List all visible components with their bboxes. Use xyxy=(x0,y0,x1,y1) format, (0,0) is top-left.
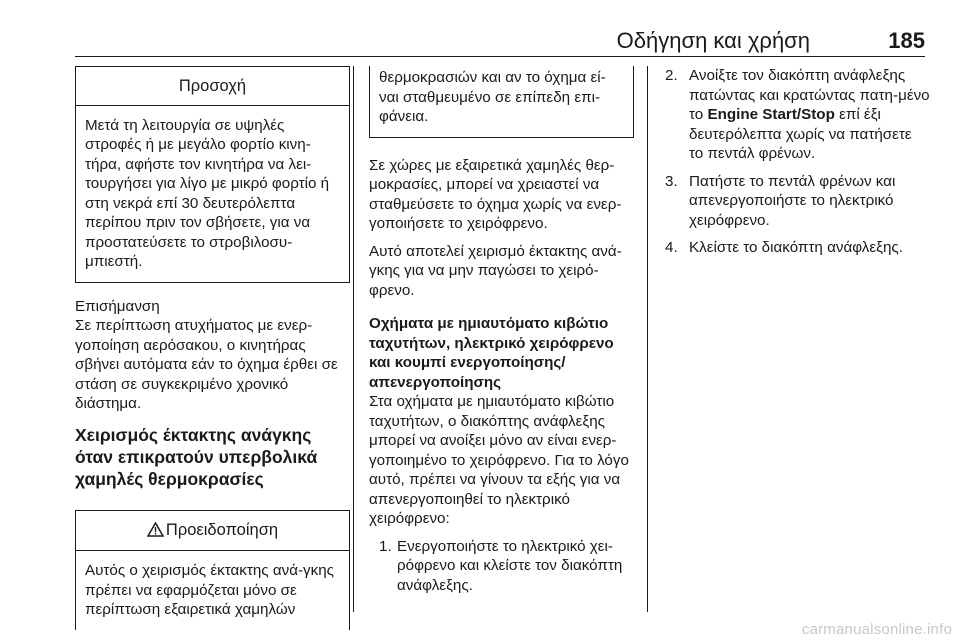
column-left xyxy=(75,66,350,630)
step-text: Κλείστε το διακόπτη ανάφλεξης. xyxy=(689,239,903,256)
column-middle xyxy=(369,66,634,595)
list-item-step-1 xyxy=(369,537,634,596)
warning-triangle-icon xyxy=(147,522,164,543)
step-number: 1. xyxy=(379,537,392,555)
column-divider-right xyxy=(647,66,648,612)
note-text: Σε περίπτωση ατυχήματος με ενερ-γοποίηση αερόσακου, ο κινητήρας σβήνει αυτόματα εάν το όχημα έρθει σε στάση σε συγκεκριμένο χρονικό διάστημα. xyxy=(75,317,338,412)
caution-text: Μετά τη λειτουργία σε υψηλές στροφές ή με μεγάλο φορτίο κινη-τήρα, αφήστε τον κινητήρα να λει-τουργήσει για λίγο με μικρό φορτίο ή στη νεκρά επί 30 δευτερόλεπτα περίπου πριν τον σβήσετε, για να προστατεύσετε το στροβιλοσυ-μπιεστή. xyxy=(85,116,330,270)
step-number: 2. xyxy=(665,67,678,84)
column-right xyxy=(665,66,930,258)
steps-list-continued xyxy=(665,66,930,258)
list-item-step-3 xyxy=(665,172,930,231)
subheading-semi-automatic: Οχήματα με ημιαυτόματο κιβώτιο ταχυτήτων, ηλεκτρικό χειρόφρενο και κουμπί ενεργοποίησης/ απενεργοποίησης xyxy=(369,315,614,391)
warning-text: Αυτός ο χειρισμός έκτακτης ανά-γκης πρέπει να εφαρμόζεται μόνο σε περίπτωση εξαιρετικά χαμηλών xyxy=(85,562,334,618)
paragraph-cold-countries: Σε χώρες με εξαιρετικά χαμηλές θερ-μοκρασίες, μπορεί να χρειαστεί να σταθμεύσετε το όχημα χωρίς να ενερ-γοποιήσετε το χειρόφρενο. xyxy=(369,156,622,232)
page-title: Οδήγηση και χρήση xyxy=(616,28,810,53)
warning-continued-text: θερμοκρασιών και αν το όχημα εί-ναι σταθμευμένο σε επίπεδη επι-φάνεια. xyxy=(379,69,606,125)
step-text-pre: Ανοίξτε τον διακόπτη ανάφλεξης πατώντας και κρατώντας πατη-μένο το xyxy=(689,67,930,123)
note-title: Επισήμανση xyxy=(75,297,160,315)
caution-box xyxy=(75,66,350,283)
section-heading: Χειρισμός έκτακτης ανάγκης όταν επικρατούν υπερβολικά χαμηλές θερμοκρασίες xyxy=(75,424,318,489)
step-text: Ενεργοποιήστε το ηλεκτρικό χει-ρόφρενο και κλείστε τον διακόπτη ανάφλεξης. xyxy=(397,537,623,594)
paragraph-semi-automatic: Στα οχήματα με ημιαυτόματο κιβώτιο ταχυτήτων, ο διακόπτης ανάφλεξης μπορεί να ανοίξει μόνο αν είναι ενερ-γοποιημένο το χειρόφρενο. Για το λόγο αυτό, πρέπει να γίνουν τα εξής για να απενεργοποιηθεί το ηλεκτρικό χειρόφρενο: xyxy=(369,393,629,527)
warning-title: Προειδοποίηση xyxy=(165,520,279,539)
step-text-post: επί έξι δευτερόλεπτα χωρίς να πατήσετε το πεντάλ φρένων. xyxy=(689,106,912,162)
warning-box xyxy=(75,510,350,630)
page-number: 185 xyxy=(888,28,925,53)
engine-start-stop-label: Engine Start/Stop xyxy=(707,106,835,123)
warning-title-row xyxy=(76,511,349,552)
step-text: Πατήστε το πεντάλ φρένων και απενεργοποιήστε το ηλεκτρικό χειρόφρενο. xyxy=(689,172,896,229)
page-header xyxy=(75,22,925,57)
warning-box-continued xyxy=(369,66,634,138)
step-number: 4. xyxy=(665,239,678,256)
watermark: carmanualsonline.info xyxy=(801,621,952,638)
caution-title: Προσοχή xyxy=(76,67,349,106)
list-item-step-4 xyxy=(665,238,930,258)
column-divider-left xyxy=(353,66,354,612)
step-number: 3. xyxy=(665,172,678,190)
list-item-step-2 xyxy=(665,66,930,164)
paragraph-emergency-operation: Αυτό αποτελεί χειρισμό έκτακτης ανά-γκης για να μην παγώσει το χειρό-φρενο. xyxy=(369,242,622,299)
steps-list-start xyxy=(369,537,634,596)
